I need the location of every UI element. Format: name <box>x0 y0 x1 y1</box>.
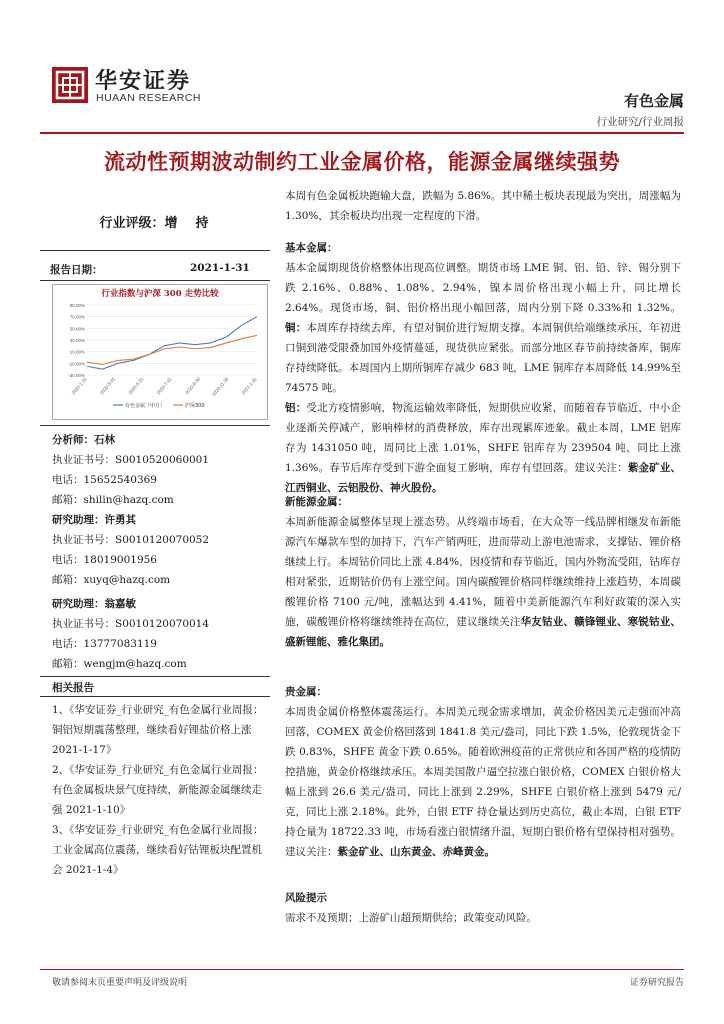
y-tick-label: 90.00% <box>69 303 85 308</box>
summary-intro: 本周有色金属板块跑输大盘，跌幅为 5.86%。其中稀土板块表现最为突出，周涨幅为 1.30%，其余板块均出现一定程度的下滑。 <box>285 190 681 222</box>
x-tick-label: 2020-5-31 <box>127 376 145 396</box>
copper-text: 本周库存持续去库，有望对铜价进行短期支撑。本周铜供给端继续承压，年初进口铜到港受限叠加国外疫情蔓延，现货供应紧张。而部分地区春节前持续备库，铜库存持续降低。本周国内上期所铜库存减少 683 吨，LME 铜库存本周降低 14.99%至 74575 吨。 <box>285 322 682 394</box>
legend-label: 沪深300 <box>185 403 205 409</box>
chart-title: 行业指数与沪深 300 走势比较 <box>101 289 219 299</box>
contact-block <box>52 430 209 510</box>
footer-divider <box>40 969 684 970</box>
report-date-label: 报告日期： <box>50 264 103 276</box>
contact-email-line[interactable] <box>52 654 209 674</box>
base-metals-paragraph <box>285 258 681 398</box>
sector-label: 有色金属 <box>623 92 684 110</box>
related-reports-list <box>52 700 272 880</box>
phone-number: 18019001956 <box>83 554 157 566</box>
aluminum-paragraph <box>285 398 681 498</box>
energy-metals-picks: 华友钴业、赣锋锂业、寒锐钴业、盛新锂能、雅化集团。 <box>285 616 682 648</box>
contact-role-line <box>52 510 209 530</box>
precious-metals-paragraph <box>285 702 681 862</box>
aluminum-text: 受北方疫情影响，物流运输效率降低，短期供应收紧，而随着春节临近，中小企业逐渐关停减产，影响棒材的消费释放，库存出现累库迹象。截止本周，LME 铝库存为 1431050 吨，周同比上涨 1.01%，SHFE 铝库存为 239504 吨，同比上涨 1.36%。春节后库存受到下游全面复工影响，库存有望回落。建议关注： <box>285 402 682 474</box>
index-comparison-chart <box>52 284 268 420</box>
energy-metals-section <box>285 492 681 652</box>
contact-email-line[interactable] <box>52 570 209 590</box>
contact-name: 许勇其 <box>104 514 136 526</box>
cert-label: 执业证书号： <box>52 618 115 630</box>
precious-metals-text: 本周贵金属价格整体震荡运行。本周美元现金需求增加，黄金价格因美元走强而冲高回落，COMEX 黄金价格回落到 1841.8 美元/盎司，同比下跌 1.5%，伦敦现货金下跌 0.83%，SHFE 黄金下跌 0.65%。随着欧洲疫苗的正常供应和各国严格的疫情防控措施，黄金价格继续承压。本周美国散户逼空拉涨白银价格，COMEX 白银价格大幅上涨到 26.6 美元/盎司，同比上涨到 2.29%，SHFE 白银价格上涨到 5479 元/克，同比上涨 2.18%。此外，白银 ETF 持仓量达到历史高位，截止本周，白银 ETF 持仓量为 18722.33 吨，市场看涨白银情绪升温，短期白银价格有望保持相对强势。建议关注： <box>285 706 681 858</box>
x-tick-label: 2020-3-31 <box>99 376 117 396</box>
phone-label: 电话： <box>52 638 84 650</box>
related-reports-heading: 相关报告 <box>52 682 94 694</box>
y-tick-label: -10.00% <box>68 361 85 367</box>
contact-cert-line <box>52 450 209 470</box>
contact-phone-line <box>52 470 209 490</box>
y-tick-label: -30.00% <box>68 373 85 378</box>
email-address[interactable]: shilin@hazq.com <box>83 494 174 506</box>
related-report-item[interactable]: 2、《华安证券_行业研究_有色金属行业周报：有色金属板块景气度持续，新能源金属继续走强 2021-1-10》 <box>52 764 264 816</box>
divider <box>40 696 270 697</box>
energy-metals-paragraph <box>285 512 681 652</box>
rating-label: 行业评级： <box>99 216 165 231</box>
contact-email-line[interactable] <box>52 490 209 510</box>
contact-name: 翁嘉敏 <box>104 598 136 610</box>
copper-label: 铜： <box>285 322 307 334</box>
contact-role: 分析师： <box>52 434 94 446</box>
risk-heading: 风险提示 <box>285 892 327 904</box>
report-date-value: 2021-1-31 <box>190 262 250 274</box>
x-tick-label: 2021-1-31 <box>240 376 258 396</box>
contact-role: 研究助理： <box>52 514 105 526</box>
divider <box>40 676 270 677</box>
x-tick-label: 2020-7-31 <box>155 376 173 396</box>
risk-section <box>285 888 681 928</box>
y-tick-label: 10.00% <box>69 349 85 355</box>
contact-block <box>52 594 209 674</box>
base-metals-text: 基本金属期现货价格整体出现高位调整。期货市场 LME 铜、铝、铅、锌、锡分别下跌 2.16%、0.88%、1.08%、2.94%，镍本周价格出现小幅上升，同比增长 2.64%。现货市场，铜、铝价格出现小幅回落，周内分别下降 0.33%和 1.32%。 <box>285 262 681 314</box>
rating-value: 增 持 <box>164 216 209 231</box>
header-divider <box>40 132 684 134</box>
cert-label: 执业证书号： <box>52 534 115 546</box>
contact-cert-line <box>52 530 209 550</box>
divider <box>40 425 270 426</box>
base-metals-section <box>285 238 681 498</box>
energy-metals-text: 本周新能源金属整体呈现上涨态势。从终端市场看，在大众等一线品牌相继发布新能源汽车爆款车型的加持下，汽车产销两旺，进而带动上游电池需求，支撑钴、锂价格继续上行。本周钴价同比上涨 4.84%，因疫情和春节临近，国内外物流受阻，钴库存相对紧张，近期钴价仍有上涨空间。国内碳酸锂价格同样继续维持上涨趋势，本周碳酸锂价格 7100 元/吨，涨幅达到 4.41%，随着中美新能源汽车利好政策的深入实施，碳酸锂价格将继续维持在高位，建议继续关注 <box>285 516 681 628</box>
aluminum-label: 铝： <box>285 402 307 414</box>
cert-label: 执业证书号： <box>52 454 115 466</box>
legend-label: 有色金属（申万） <box>125 403 166 409</box>
y-tick-label: 30.00% <box>69 338 85 343</box>
phone-number: 13777083119 <box>83 638 157 650</box>
company-logo <box>52 67 88 103</box>
energy-metals-heading: 新能源金属： <box>285 496 348 508</box>
contact-phone-line <box>52 550 209 570</box>
precious-metals-picks: 紫金矿业、山东黄金、赤峰黄金。 <box>337 846 495 858</box>
contact-role-line <box>52 594 209 614</box>
logo-mark-icon <box>52 67 88 103</box>
series-line <box>87 335 257 364</box>
phone-label: 电话： <box>52 474 84 486</box>
cert-number: S0010520060001 <box>115 454 210 466</box>
x-tick-label: 2020-1-31 <box>70 376 88 396</box>
email-label: 邮箱： <box>52 658 84 670</box>
y-tick-label: 50.00% <box>69 326 85 332</box>
brand-name-cn: 华安证券 <box>95 68 192 94</box>
phone-label: 电话： <box>52 554 84 566</box>
precious-metals-heading: 贵金属： <box>285 686 327 698</box>
contact-name: 石林 <box>94 434 115 446</box>
contact-phone-line <box>52 634 209 654</box>
aluminum-picks: 紫金矿业、江西铜业、云铝股份、神火股份。 <box>285 462 682 494</box>
email-label: 邮箱： <box>52 574 84 586</box>
contact-role: 研究助理： <box>52 598 105 610</box>
y-tick-label: 70.00% <box>69 314 85 320</box>
divider <box>40 280 270 281</box>
contact-cert-line <box>52 614 209 634</box>
contact-role-line <box>52 430 209 450</box>
industry-rating <box>40 212 268 231</box>
phone-number: 15652540369 <box>83 474 157 486</box>
risk-text: 需求不及预期；上游矿山超预期供给；政策变动风险。 <box>285 912 537 924</box>
email-address[interactable]: wengjm@hazq.com <box>83 658 187 670</box>
precious-metals-section <box>285 682 681 862</box>
email-address[interactable]: xuyq@hazq.com <box>83 574 171 586</box>
related-report-item[interactable]: 3、《华安证券_行业研究_有色金属行业周报：工业金属高位震荡，继续看好钴锂板块配置机会 2021-1-4》 <box>52 824 264 876</box>
x-tick-label: 2020-11-30 <box>211 376 230 398</box>
divider <box>40 250 270 251</box>
footer-disclaimer: 敬请参阅末页重要声明及评级说明 <box>52 978 188 988</box>
report-type: 行业研究/行业周报 <box>596 116 684 128</box>
x-tick-label: 2020-9-30 <box>184 376 202 396</box>
cert-number: S0010120070052 <box>115 534 210 546</box>
brand-name-en: HUAAN RESEARCH <box>96 92 202 104</box>
report-title: 流动性预期波动制约工业金属价格，能源金属继续强势 <box>104 149 620 174</box>
base-metals-heading: 基本金属： <box>285 242 338 254</box>
footer-label: 证券研究报告 <box>629 978 684 988</box>
related-report-item[interactable]: 1、《华安证券_行业研究_有色金属行业周报：铜铝短期震荡整理，继续看好锂盐价格上涨 2021-1-17》 <box>52 704 264 756</box>
cert-number: S0010120070014 <box>115 618 210 630</box>
chart-plot <box>53 297 267 419</box>
contact-block <box>52 510 209 590</box>
email-label: 邮箱： <box>52 494 84 506</box>
